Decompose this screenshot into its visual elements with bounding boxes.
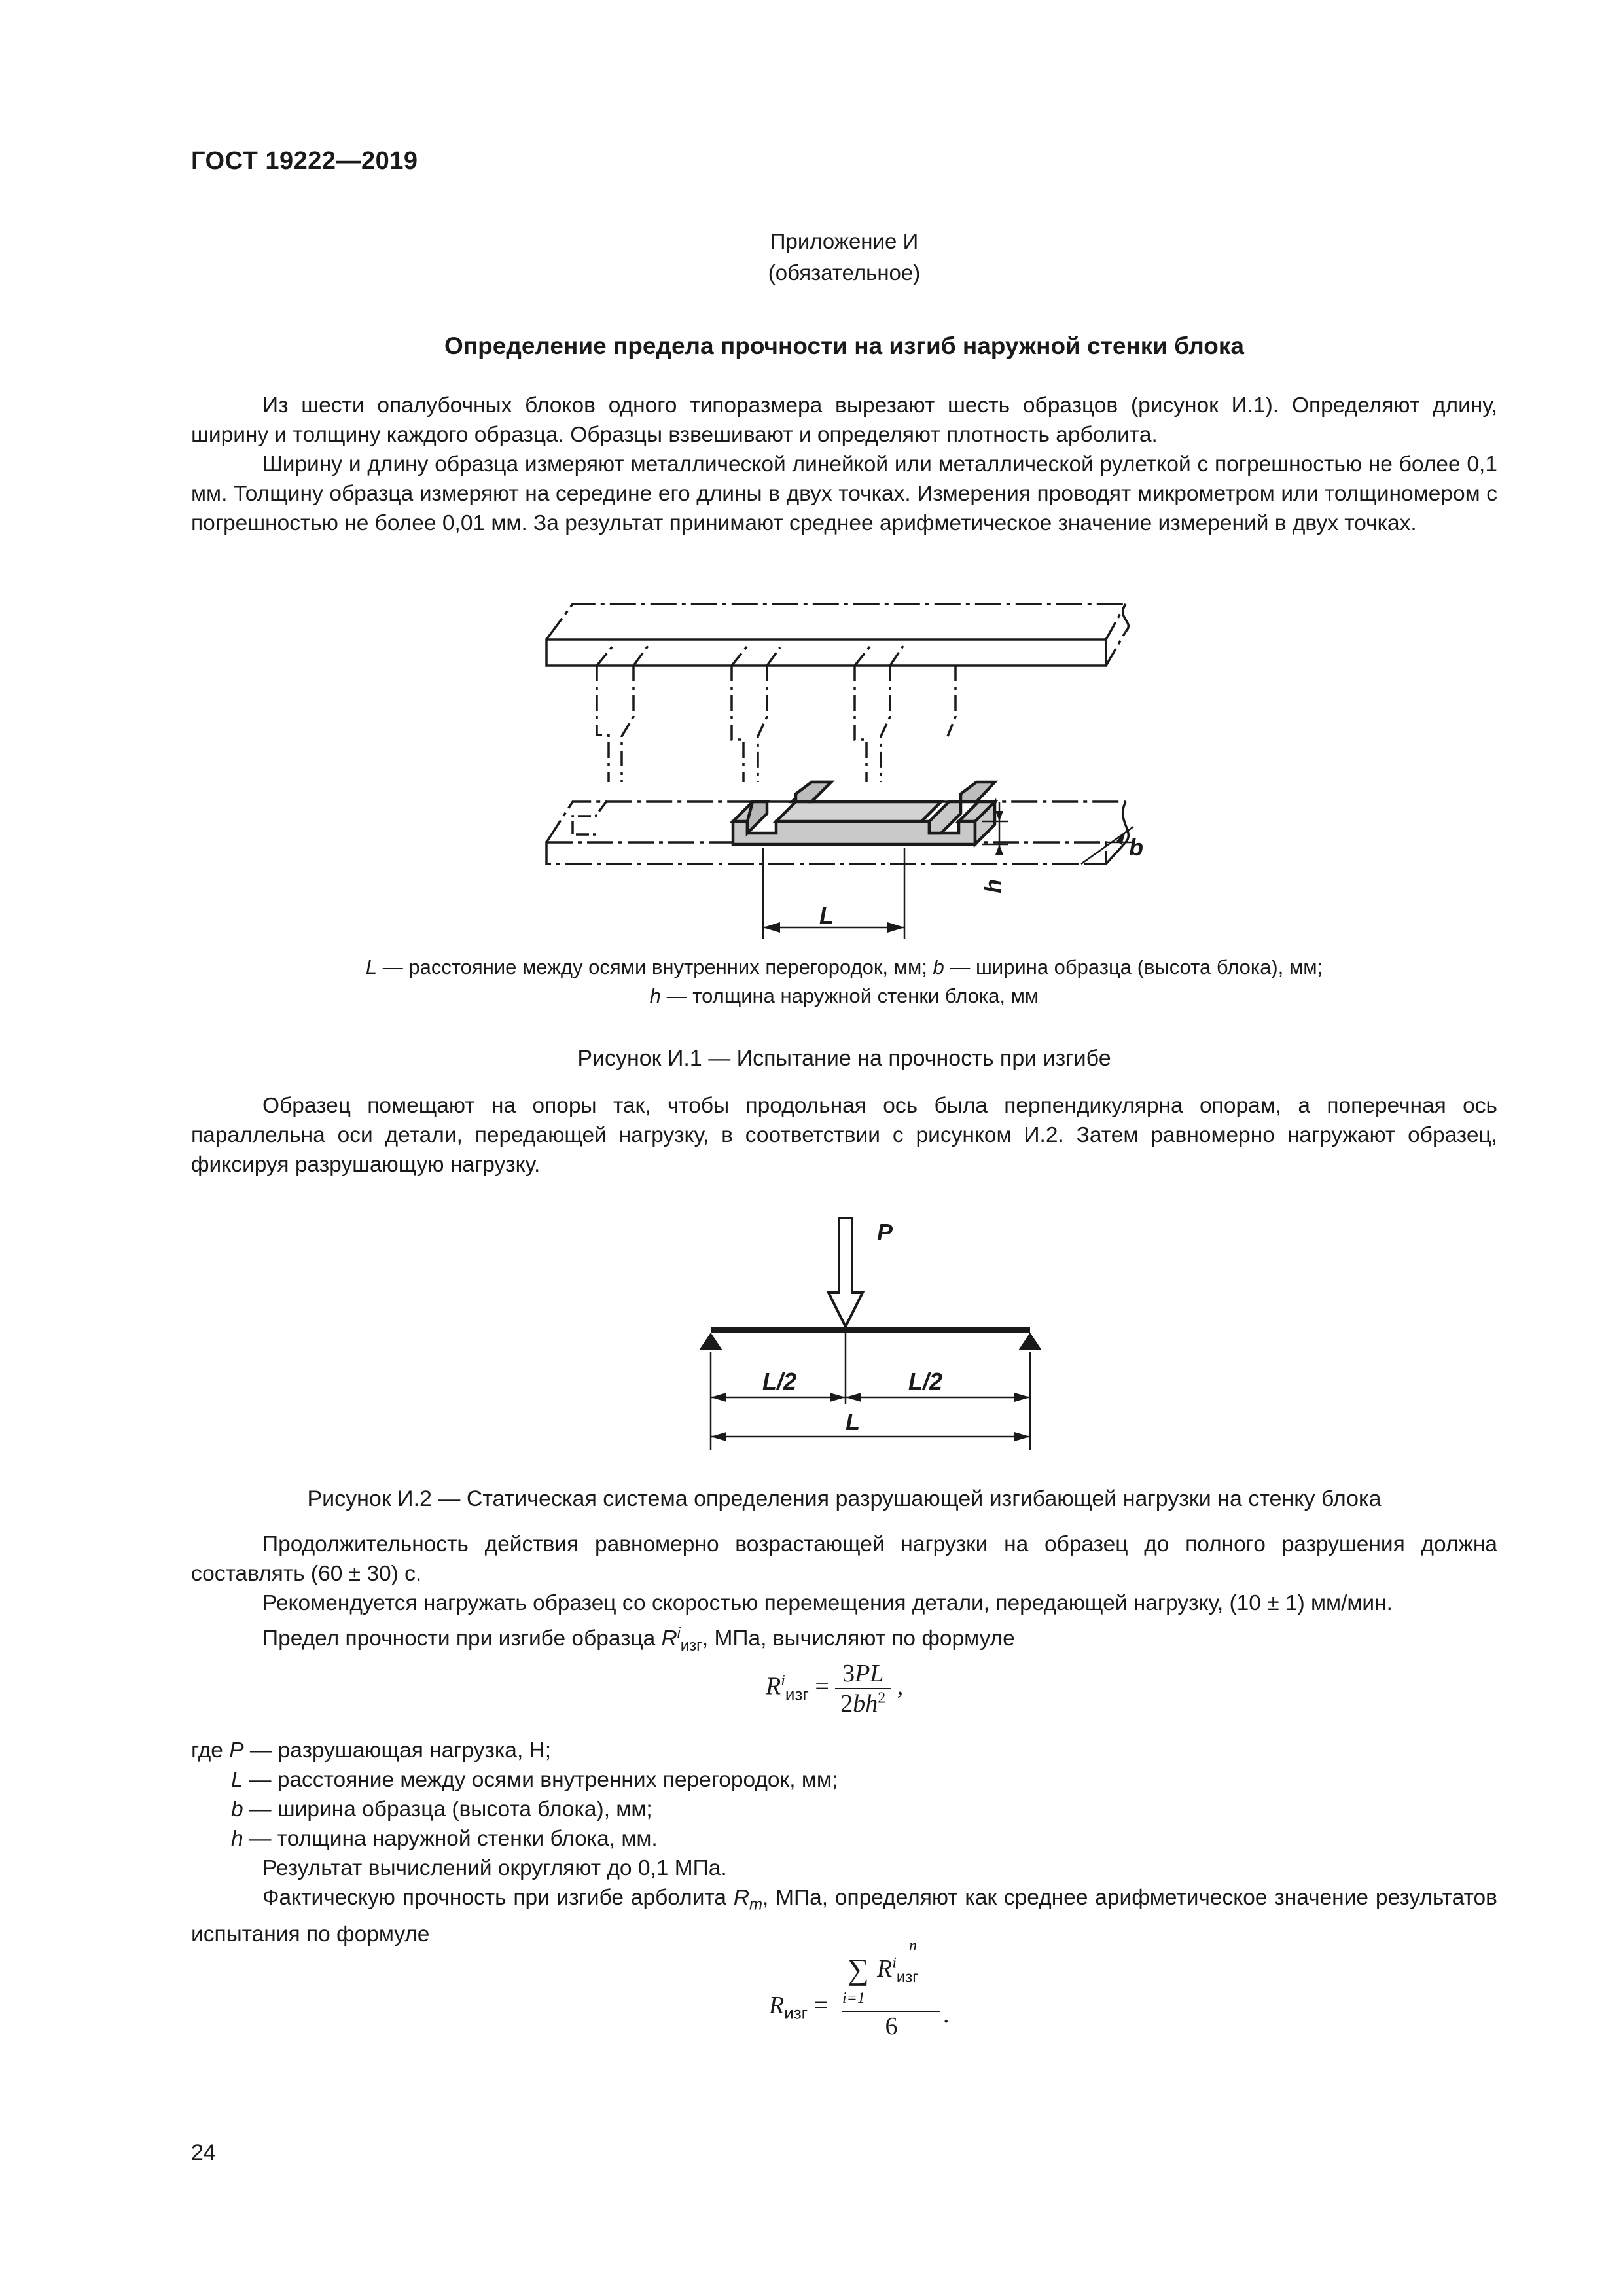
formula-2-denominator: 6 xyxy=(885,2013,898,2040)
where-P: где P — разрушающая нагрузка, Н; xyxy=(191,1738,552,1763)
where-h: h — толщина наружной стенки блока, мм. xyxy=(231,1827,658,1851)
section-title: Определение предела прочности на изгиб наружной стенки блока xyxy=(444,332,1244,359)
paragraph-6: Предел прочности при изгибе образца $R^i_{изг}$, МПа, вычисляют по формуле xyxy=(262,1624,1015,1655)
standard-number: ГОСТ 19222—2019 xyxy=(191,147,418,175)
fig1-label-b: b xyxy=(1129,834,1143,861)
paragraph-8: Фактическую прочность при изгибе арболита $R_m$, МПа, определяют как среднее арифметическое значение результатов испытания по формуле xyxy=(191,1886,1497,1946)
paragraph-7: Результат вычислений округляют до 0,1 МПа. xyxy=(262,1856,727,1880)
where-b: b — ширина образца (высота блока), мм; xyxy=(231,1797,652,1821)
fig2-label-P: P xyxy=(877,1219,893,1246)
paragraph-4: Продолжительность действия равномерно возрастающей нагрузки на образец до полного разрушения должна составлять (60 ± 30) с. xyxy=(191,1532,1497,1586)
sum-top: n xyxy=(909,1937,917,1954)
sum-term: $R^i_{изг}$ xyxy=(877,1954,919,1986)
figure-2-drawing xyxy=(687,1214,1047,1463)
figure-1-legend xyxy=(191,953,1497,1011)
annex-title: Приложение И xyxy=(770,229,919,253)
annex-heading xyxy=(191,226,1497,289)
paragraph-1: Из шести опалубочных блоков одного типоразмера вырезают шесть образцов (рисунок И.1). Определяют длину, ширину и толщину каждого образца. Образцы взвешивают и определяют плотность арболита. xyxy=(191,393,1497,447)
sum-sign: ∑ xyxy=(847,1952,869,1986)
formula-1: $R^i_{изг}$ = $\frac{3PL}{2bh^2}$ , xyxy=(766,1660,904,1717)
figure-1-legend-line-1: L — расстояние между осями внутренних перегородок, мм; b — ширина образца (высота блока), мм; xyxy=(365,956,1323,978)
fig2-label-L: L xyxy=(846,1408,860,1435)
formula-2: $R_{изг}$ = n ∑ $R^i_{изг}$ i=1 6 . xyxy=(769,1937,978,2036)
sum-bottom: i=1 xyxy=(842,1990,865,2007)
figure-2-title: Рисунок И.2 — Статическая система определения разрушающей изгибающей нагрузки на стенку блока xyxy=(307,1486,1382,1511)
figure-1-legend-line-2: h — толщина наружной стенки блока, мм xyxy=(649,984,1039,1007)
fig1-label-L: L xyxy=(819,902,834,929)
fig1-label-h: h xyxy=(980,879,1007,893)
paragraph-3: Образец помещают на опоры так, чтобы продольная ось была перпендикулярна опорам, а поперечная ось параллельна оси детали, передающей нагрузку, в соответствии с рисунком И.2. Затем равномерно нагружают образец, фиксируя разрушающую нагрузку. xyxy=(191,1094,1497,1177)
where-L: L — расстояние между осями внутренних перегородок, мм; xyxy=(231,1768,838,1792)
figure-1-title: Рисунок И.1 — Испытание на прочность при изгибе xyxy=(577,1046,1111,1071)
fig2-label-half-right: L/2 xyxy=(908,1368,943,1395)
paragraph-5: Рекомендуется нагружать образец со скоростью перемещения детали, передающей нагрузку, (10 ± 1) мм/мин. xyxy=(262,1591,1393,1615)
annex-status: (обязательное) xyxy=(768,260,921,285)
page-number: 24 xyxy=(191,2140,216,2165)
paragraph-2: Ширину и длину образца измеряют металлической линейкой или металлической рулеткой с погрешностью не более 0,1 мм. Толщину образца измеряют на середине его длины в двух точках. Измерения проводят микрометром или толщиномером с погрешностью не более 0,01 мм. За результат принимают среднее арифметическое значение измерений в двух точках. xyxy=(191,452,1497,535)
fig2-label-half-left: L/2 xyxy=(762,1368,797,1395)
figure-1-drawing xyxy=(537,586,1152,946)
